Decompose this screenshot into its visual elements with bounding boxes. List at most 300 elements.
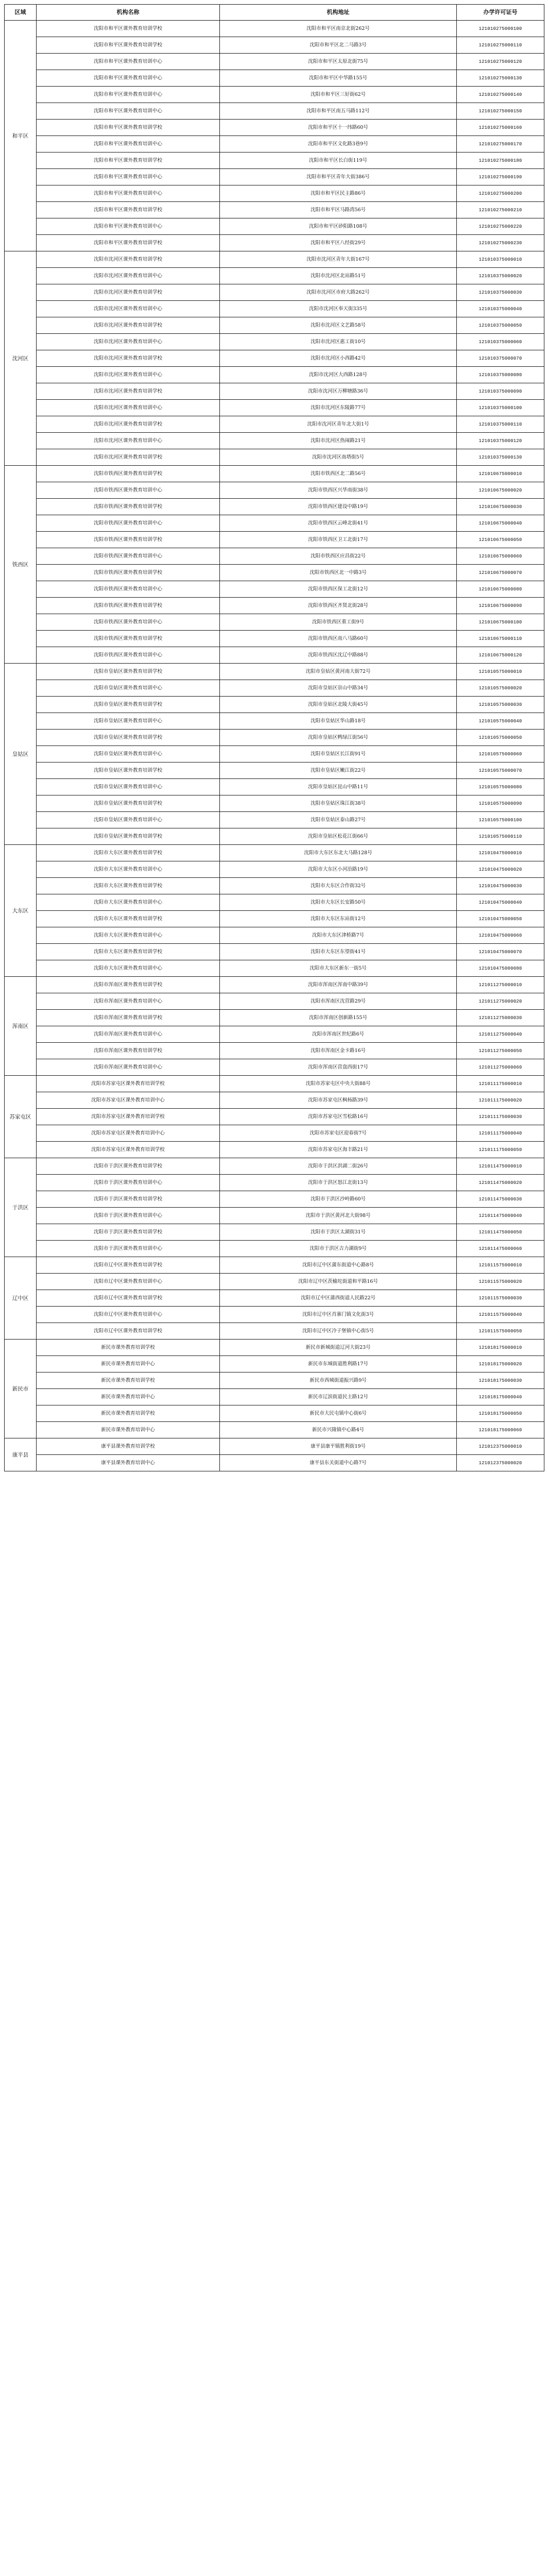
cell-institution-address: 沈阳市铁西区北二路56号 bbox=[220, 466, 457, 482]
cell-license-number: 121011175000010 bbox=[457, 1076, 544, 1092]
cell-institution-address: 沈阳市铁西区应昌街22号 bbox=[220, 548, 457, 565]
cell-institution-name: 沈阳市苏家屯区课外教育培训学校 bbox=[37, 1142, 220, 1158]
cell-institution-address: 沈阳市沈河区万柳塘路36号 bbox=[220, 383, 457, 400]
table-row bbox=[5, 1125, 544, 1142]
cell-institution-name: 沈阳市于洪区课外教育培训中心 bbox=[37, 1175, 220, 1191]
cell-institution-address: 沈阳市大东区津桥路7号 bbox=[220, 927, 457, 944]
table-row bbox=[5, 367, 544, 383]
cell-institution-address: 沈阳市铁西区保工北街12号 bbox=[220, 581, 457, 598]
table-row bbox=[5, 1224, 544, 1241]
table-row bbox=[5, 1257, 544, 1274]
table-row bbox=[5, 235, 544, 251]
cell-institution-address: 沈阳市苏家屯区枫杨路39号 bbox=[220, 1092, 457, 1109]
cell-institution-address: 沈阳市沈河区热闹路21号 bbox=[220, 433, 457, 449]
cell-license-number: 121010375000110 bbox=[457, 416, 544, 433]
table-row bbox=[5, 762, 544, 779]
cell-license-number: 121011275000060 bbox=[457, 1059, 544, 1076]
cell-license-number: 121010275000150 bbox=[457, 103, 544, 120]
cell-license-number: 121010375000090 bbox=[457, 383, 544, 400]
cell-license-number: 121010275000130 bbox=[457, 70, 544, 87]
cell-institution-name: 沈阳市皇姑区课外教育培训学校 bbox=[37, 795, 220, 812]
cell-institution-address: 沈阳市皇姑区鸭绿江街56号 bbox=[220, 730, 457, 746]
cell-license-number: 121010675000090 bbox=[457, 598, 544, 614]
table-row bbox=[5, 581, 544, 598]
cell-institution-name: 沈阳市浑南区课外教育培训学校 bbox=[37, 977, 220, 993]
cell-institution-address: 沈阳市和平区长白街119号 bbox=[220, 152, 457, 169]
cell-institution-name: 沈阳市铁西区课外教育培训学校 bbox=[37, 466, 220, 482]
cell-institution-address: 沈阳市皇姑区松花江街66号 bbox=[220, 828, 457, 845]
cell-institution-name: 沈阳市皇姑区课外教育培训中心 bbox=[37, 680, 220, 697]
table-row bbox=[5, 350, 544, 367]
table-row bbox=[5, 1109, 544, 1125]
cell-license-number: 121011175000020 bbox=[457, 1092, 544, 1109]
cell-institution-name: 新民市课外教育培训中心 bbox=[37, 1389, 220, 1405]
cell-institution-address: 沈阳市铁西区兴华南街38号 bbox=[220, 482, 457, 499]
table-row bbox=[5, 1389, 544, 1405]
cell-institution-address: 沈阳市和平区八经街29号 bbox=[220, 235, 457, 251]
table-row bbox=[5, 499, 544, 515]
cell-institution-name: 沈阳市于洪区课外教育培训学校 bbox=[37, 1191, 220, 1208]
table-row bbox=[5, 268, 544, 284]
cell-institution-name: 沈阳市浑南区课外教育培训学校 bbox=[37, 1010, 220, 1026]
cell-institution-name: 沈阳市铁西区课外教育培训学校 bbox=[37, 631, 220, 647]
cell-institution-address: 沈阳市和平区民主路86号 bbox=[220, 185, 457, 202]
cell-license-number: 121010575000080 bbox=[457, 779, 544, 795]
cell-license-number: 121010375000130 bbox=[457, 449, 544, 466]
cell-license-number: 121010675000070 bbox=[457, 565, 544, 581]
cell-license-number: 121010275000140 bbox=[457, 87, 544, 103]
cell-institution-address: 沈阳市辽中区茨榆坨街道和平路16号 bbox=[220, 1274, 457, 1290]
cell-institution-address: 沈阳市辽中区蒲东街道中心路8号 bbox=[220, 1257, 457, 1274]
cell-institution-address: 沈阳市铁西区沈辽中路88号 bbox=[220, 647, 457, 664]
cell-institution-address: 沈阳市沈河区惠工街10号 bbox=[220, 334, 457, 350]
cell-license-number: 121010475000050 bbox=[457, 911, 544, 927]
cell-institution-name: 沈阳市铁西区课外教育培训学校 bbox=[37, 532, 220, 548]
cell-institution-name: 沈阳市皇姑区课外教育培训学校 bbox=[37, 730, 220, 746]
cell-license-number: 121010575000040 bbox=[457, 713, 544, 730]
table-row bbox=[5, 1026, 544, 1043]
table-row bbox=[5, 482, 544, 499]
cell-institution-address: 沈阳市和平区南五马路112号 bbox=[220, 103, 457, 120]
cell-institution-address: 沈阳市浑南区营盘西街17号 bbox=[220, 1059, 457, 1076]
cell-institution-address: 沈阳市大东区合作街32号 bbox=[220, 878, 457, 894]
cell-license-number: 121010475000070 bbox=[457, 944, 544, 960]
cell-institution-name: 沈阳市沈河区课外教育培训中心 bbox=[37, 301, 220, 317]
cell-institution-address: 沈阳市皇姑区昆山中路11号 bbox=[220, 779, 457, 795]
table-row bbox=[5, 664, 544, 680]
cell-institution-address: 沈阳市沈河区青年大街167号 bbox=[220, 251, 457, 268]
cell-license-number: 121018175000060 bbox=[457, 1422, 544, 1438]
cell-license-number: 121010475000060 bbox=[457, 927, 544, 944]
cell-license-number: 121010575000060 bbox=[457, 746, 544, 762]
cell-license-number: 121010275000110 bbox=[457, 37, 544, 54]
cell-area: 辽中区 bbox=[5, 1257, 37, 1340]
cell-license-number: 121010575000020 bbox=[457, 680, 544, 697]
table-row bbox=[5, 466, 544, 482]
table-row bbox=[5, 449, 544, 466]
cell-institution-address: 新民市辽滨街道民主路12号 bbox=[220, 1389, 457, 1405]
table-row bbox=[5, 301, 544, 317]
cell-license-number: 121010475000030 bbox=[457, 878, 544, 894]
cell-institution-address: 沈阳市浑南区世纪路6号 bbox=[220, 1026, 457, 1043]
cell-institution-name: 沈阳市皇姑区课外教育培训学校 bbox=[37, 664, 220, 680]
table-row bbox=[5, 680, 544, 697]
cell-license-number: 121010675000100 bbox=[457, 614, 544, 631]
cell-institution-name: 沈阳市和平区课外教育培训中心 bbox=[37, 218, 220, 235]
table-row bbox=[5, 87, 544, 103]
table-row bbox=[5, 565, 544, 581]
cell-license-number: 121010275000170 bbox=[457, 136, 544, 152]
cell-institution-address: 沈阳市和平区南京北街262号 bbox=[220, 21, 457, 37]
table-row bbox=[5, 713, 544, 730]
cell-institution-address: 沈阳市沈河区南塔街5号 bbox=[220, 449, 457, 466]
cell-institution-name: 沈阳市和平区课外教育培训学校 bbox=[37, 120, 220, 136]
cell-area: 浑南区 bbox=[5, 977, 37, 1076]
cell-institution-name: 沈阳市和平区课外教育培训学校 bbox=[37, 202, 220, 218]
cell-institution-name: 沈阳市大东区课外教育培训中心 bbox=[37, 861, 220, 878]
cell-license-number: 121012375000010 bbox=[457, 1438, 544, 1455]
cell-institution-address: 沈阳市辽中区蒲西街道人民路22号 bbox=[220, 1290, 457, 1307]
cell-license-number: 121010675000110 bbox=[457, 631, 544, 647]
table-row bbox=[5, 730, 544, 746]
cell-institution-address: 沈阳市和平区十一纬路60号 bbox=[220, 120, 457, 136]
cell-institution-name: 沈阳市沈河区课外教育培训学校 bbox=[37, 416, 220, 433]
cell-license-number: 121010575000100 bbox=[457, 812, 544, 828]
table-row bbox=[5, 284, 544, 301]
cell-institution-name: 沈阳市和平区课外教育培训中心 bbox=[37, 70, 220, 87]
cell-institution-name: 沈阳市铁西区课外教育培训中心 bbox=[37, 581, 220, 598]
cell-institution-address: 沈阳市皇姑区黄河南大街72号 bbox=[220, 664, 457, 680]
cell-institution-name: 沈阳市铁西区课外教育培训中心 bbox=[37, 548, 220, 565]
table-header bbox=[5, 5, 544, 21]
table-row bbox=[5, 70, 544, 87]
header-row bbox=[5, 5, 544, 21]
cell-institution-name: 沈阳市和平区课外教育培训中心 bbox=[37, 136, 220, 152]
cell-area: 和平区 bbox=[5, 21, 37, 251]
cell-license-number: 121010275000210 bbox=[457, 202, 544, 218]
cell-institution-name: 沈阳市沈河区课外教育培训中心 bbox=[37, 367, 220, 383]
cell-license-number: 121010375000080 bbox=[457, 367, 544, 383]
cell-license-number: 121010375000060 bbox=[457, 334, 544, 350]
cell-license-number: 121010375000070 bbox=[457, 350, 544, 367]
cell-institution-address: 沈阳市皇姑区珠江街38号 bbox=[220, 795, 457, 812]
table-row bbox=[5, 21, 544, 37]
cell-institution-name: 沈阳市辽中区课外教育培训中心 bbox=[37, 1274, 220, 1290]
table-row bbox=[5, 1323, 544, 1340]
cell-license-number: 121010275000190 bbox=[457, 169, 544, 185]
cell-institution-name: 沈阳市大东区课外教育培训中心 bbox=[37, 894, 220, 911]
cell-institution-address: 沈阳市浑南区金卡路16号 bbox=[220, 1043, 457, 1059]
table-row bbox=[5, 1274, 544, 1290]
table-row bbox=[5, 1438, 544, 1455]
cell-institution-name: 沈阳市铁西区课外教育培训中心 bbox=[37, 515, 220, 532]
cell-institution-address: 沈阳市皇姑区泰山路27号 bbox=[220, 812, 457, 828]
cell-institution-address: 沈阳市和平区青年大街386号 bbox=[220, 169, 457, 185]
cell-institution-address: 沈阳市沈河区东陵路77号 bbox=[220, 400, 457, 416]
cell-institution-address: 沈阳市浑南区创新路155号 bbox=[220, 1010, 457, 1026]
cell-license-number: 121010475000010 bbox=[457, 845, 544, 861]
cell-institution-address: 沈阳市和平区太原北街75号 bbox=[220, 54, 457, 70]
table-row bbox=[5, 1405, 544, 1422]
table-row bbox=[5, 1092, 544, 1109]
cell-area: 皇姑区 bbox=[5, 664, 37, 845]
cell-license-number: 121010575000070 bbox=[457, 762, 544, 779]
table-row bbox=[5, 218, 544, 235]
table-row bbox=[5, 1372, 544, 1389]
cell-license-number: 121010375000020 bbox=[457, 268, 544, 284]
table-row bbox=[5, 1455, 544, 1471]
cell-license-number: 121010575000050 bbox=[457, 730, 544, 746]
cell-institution-name: 沈阳市大东区课外教育培训学校 bbox=[37, 944, 220, 960]
cell-institution-address: 康平县康平镇胜利街19号 bbox=[220, 1438, 457, 1455]
cell-institution-address: 沈阳市皇姑区北陵大街45号 bbox=[220, 697, 457, 713]
table-row bbox=[5, 1010, 544, 1026]
cell-license-number: 121010375000030 bbox=[457, 284, 544, 301]
cell-license-number: 121010275000100 bbox=[457, 21, 544, 37]
table-row bbox=[5, 515, 544, 532]
cell-institution-address: 沈阳市沈河区青年北大街1号 bbox=[220, 416, 457, 433]
cell-institution-name: 沈阳市铁西区课外教育培训中心 bbox=[37, 614, 220, 631]
cell-license-number: 121010675000060 bbox=[457, 548, 544, 565]
cell-license-number: 121018175000040 bbox=[457, 1389, 544, 1405]
cell-institution-name: 新民市课外教育培训学校 bbox=[37, 1340, 220, 1356]
cell-institution-address: 沈阳市辽中区肖寨门镇文化街3号 bbox=[220, 1307, 457, 1323]
cell-license-number: 121011275000050 bbox=[457, 1043, 544, 1059]
cell-area: 沈河区 bbox=[5, 251, 37, 466]
cell-institution-name: 沈阳市皇姑区课外教育培训学校 bbox=[37, 828, 220, 845]
table-row bbox=[5, 1191, 544, 1208]
cell-institution-name: 沈阳市苏家屯区课外教育培训学校 bbox=[37, 1109, 220, 1125]
cell-license-number: 121011475000010 bbox=[457, 1158, 544, 1175]
cell-license-number: 121010375000120 bbox=[457, 433, 544, 449]
cell-license-number: 121011575000010 bbox=[457, 1257, 544, 1274]
cell-area: 铁西区 bbox=[5, 466, 37, 664]
table-row bbox=[5, 911, 544, 927]
header-institution-address: 机构地址 bbox=[220, 5, 457, 21]
header-institution-name: 机构名称 bbox=[37, 5, 220, 21]
cell-institution-name: 沈阳市和平区课外教育培训中心 bbox=[37, 169, 220, 185]
cell-institution-name: 沈阳市皇姑区课外教育培训中心 bbox=[37, 779, 220, 795]
table-row bbox=[5, 548, 544, 565]
cell-institution-name: 沈阳市苏家屯区课外教育培训中心 bbox=[37, 1092, 220, 1109]
cell-institution-name: 沈阳市和平区课外教育培训中心 bbox=[37, 54, 220, 70]
cell-institution-name: 沈阳市铁西区课外教育培训学校 bbox=[37, 598, 220, 614]
table-row bbox=[5, 647, 544, 664]
cell-institution-address: 沈阳市大东区新东一街5号 bbox=[220, 960, 457, 977]
cell-institution-name: 沈阳市铁西区课外教育培训学校 bbox=[37, 565, 220, 581]
table-row bbox=[5, 416, 544, 433]
table-row bbox=[5, 37, 544, 54]
table-row bbox=[5, 861, 544, 878]
cell-institution-name: 沈阳市辽中区课外教育培训学校 bbox=[37, 1290, 220, 1307]
header-area: 区域 bbox=[5, 5, 37, 21]
cell-institution-address: 沈阳市浑南区沈营路29号 bbox=[220, 993, 457, 1010]
institution-table bbox=[4, 4, 544, 1471]
cell-institution-name: 沈阳市沈河区课外教育培训学校 bbox=[37, 284, 220, 301]
cell-institution-name: 沈阳市和平区课外教育培训中心 bbox=[37, 103, 220, 120]
cell-institution-address: 沈阳市铁西区齐贤北街28号 bbox=[220, 598, 457, 614]
cell-institution-name: 沈阳市铁西区课外教育培训中心 bbox=[37, 482, 220, 499]
table-row bbox=[5, 1043, 544, 1059]
cell-license-number: 121010375000100 bbox=[457, 400, 544, 416]
cell-institution-address: 新民市兴隆镇中心路4号 bbox=[220, 1422, 457, 1438]
cell-license-number: 121011175000030 bbox=[457, 1109, 544, 1125]
cell-institution-address: 沈阳市铁西区建设中路19号 bbox=[220, 499, 457, 515]
cell-institution-address: 沈阳市和平区中华路155号 bbox=[220, 70, 457, 87]
table-row bbox=[5, 1142, 544, 1158]
cell-institution-name: 沈阳市于洪区课外教育培训学校 bbox=[37, 1158, 220, 1175]
cell-institution-address: 沈阳市于洪区吉力湖街9号 bbox=[220, 1241, 457, 1257]
cell-institution-address: 沈阳市苏家屯区海丰路21号 bbox=[220, 1142, 457, 1158]
cell-license-number: 121018175000030 bbox=[457, 1372, 544, 1389]
cell-institution-name: 沈阳市浑南区课外教育培训中心 bbox=[37, 993, 220, 1010]
cell-institution-address: 沈阳市沈河区市府大路262号 bbox=[220, 284, 457, 301]
cell-license-number: 121010675000050 bbox=[457, 532, 544, 548]
table-row bbox=[5, 746, 544, 762]
cell-license-number: 121011275000020 bbox=[457, 993, 544, 1010]
cell-institution-address: 新民市新城街道辽河大街23号 bbox=[220, 1340, 457, 1356]
table-row bbox=[5, 812, 544, 828]
cell-institution-address: 沈阳市于洪区洪湖二街26号 bbox=[220, 1158, 457, 1175]
cell-license-number: 121010375000010 bbox=[457, 251, 544, 268]
table-row bbox=[5, 532, 544, 548]
cell-license-number: 121010675000010 bbox=[457, 466, 544, 482]
table-row bbox=[5, 1241, 544, 1257]
cell-license-number: 121010675000120 bbox=[457, 647, 544, 664]
table-row bbox=[5, 927, 544, 944]
table-row bbox=[5, 317, 544, 334]
table-body bbox=[5, 21, 544, 1471]
cell-institution-name: 新民市课外教育培训中心 bbox=[37, 1356, 220, 1372]
cell-institution-address: 沈阳市皇姑区崇山中路34号 bbox=[220, 680, 457, 697]
cell-institution-name: 沈阳市辽中区课外教育培训学校 bbox=[37, 1323, 220, 1340]
cell-institution-address: 沈阳市皇姑区嫩江街22号 bbox=[220, 762, 457, 779]
cell-institution-name: 沈阳市大东区课外教育培训学校 bbox=[37, 845, 220, 861]
cell-institution-name: 沈阳市沈河区课外教育培训中心 bbox=[37, 334, 220, 350]
table-row bbox=[5, 828, 544, 845]
cell-institution-address: 沈阳市皇姑区长江街91号 bbox=[220, 746, 457, 762]
cell-institution-name: 沈阳市沈河区课外教育培训学校 bbox=[37, 317, 220, 334]
cell-institution-name: 沈阳市沈河区课外教育培训学校 bbox=[37, 449, 220, 466]
cell-area: 康平县 bbox=[5, 1438, 37, 1471]
cell-institution-address: 沈阳市苏家屯区迎春街7号 bbox=[220, 1125, 457, 1142]
cell-license-number: 121012375000020 bbox=[457, 1455, 544, 1471]
table-row bbox=[5, 894, 544, 911]
cell-institution-address: 沈阳市和平区砂阳路108号 bbox=[220, 218, 457, 235]
cell-institution-name: 沈阳市于洪区课外教育培训中心 bbox=[37, 1208, 220, 1224]
cell-institution-address: 沈阳市沈河区文艺路58号 bbox=[220, 317, 457, 334]
cell-institution-name: 沈阳市和平区课外教育培训学校 bbox=[37, 37, 220, 54]
cell-area: 新民市 bbox=[5, 1340, 37, 1438]
cell-institution-name: 沈阳市皇姑区课外教育培训中心 bbox=[37, 746, 220, 762]
table-row bbox=[5, 1158, 544, 1175]
table-row bbox=[5, 1059, 544, 1076]
cell-institution-address: 沈阳市于洪区黄河北大街98号 bbox=[220, 1208, 457, 1224]
table-row bbox=[5, 1422, 544, 1438]
cell-license-number: 121011175000040 bbox=[457, 1125, 544, 1142]
cell-license-number: 121018175000010 bbox=[457, 1340, 544, 1356]
cell-institution-address: 沈阳市铁西区北一中路3号 bbox=[220, 565, 457, 581]
cell-institution-address: 沈阳市于洪区沙岭路60号 bbox=[220, 1191, 457, 1208]
table-row bbox=[5, 1356, 544, 1372]
table-row bbox=[5, 103, 544, 120]
cell-license-number: 121011475000020 bbox=[457, 1175, 544, 1191]
cell-institution-name: 沈阳市沈河区课外教育培训学校 bbox=[37, 350, 220, 367]
cell-license-number: 121010675000020 bbox=[457, 482, 544, 499]
cell-institution-name: 沈阳市沈河区课外教育培训学校 bbox=[37, 383, 220, 400]
cell-institution-name: 沈阳市和平区课外教育培训学校 bbox=[37, 21, 220, 37]
cell-license-number: 121011575000030 bbox=[457, 1290, 544, 1307]
cell-license-number: 121010675000030 bbox=[457, 499, 544, 515]
cell-institution-name: 沈阳市大东区课外教育培训学校 bbox=[37, 911, 220, 927]
table-row bbox=[5, 1307, 544, 1323]
table-row bbox=[5, 1208, 544, 1224]
cell-institution-address: 沈阳市于洪区怒江北街13号 bbox=[220, 1175, 457, 1191]
cell-institution-address: 沈阳市于洪区太湖街31号 bbox=[220, 1224, 457, 1241]
table-row bbox=[5, 251, 544, 268]
cell-institution-name: 新民市课外教育培训学校 bbox=[37, 1372, 220, 1389]
table-row bbox=[5, 202, 544, 218]
cell-institution-address: 沈阳市大东区长安路50号 bbox=[220, 894, 457, 911]
table-row bbox=[5, 944, 544, 960]
table-row bbox=[5, 614, 544, 631]
cell-license-number: 121018175000050 bbox=[457, 1405, 544, 1422]
cell-license-number: 121011275000030 bbox=[457, 1010, 544, 1026]
table-row bbox=[5, 185, 544, 202]
cell-area: 苏家屯区 bbox=[5, 1076, 37, 1158]
cell-institution-name: 沈阳市和平区课外教育培训中心 bbox=[37, 185, 220, 202]
table-row bbox=[5, 54, 544, 70]
table-row bbox=[5, 960, 544, 977]
cell-institution-name: 沈阳市铁西区课外教育培训中心 bbox=[37, 647, 220, 664]
cell-institution-address: 沈阳市铁西区云峰北街41号 bbox=[220, 515, 457, 532]
table-row bbox=[5, 795, 544, 812]
cell-institution-address: 沈阳市大东区小河沿路19号 bbox=[220, 861, 457, 878]
cell-license-number: 121010275000180 bbox=[457, 152, 544, 169]
table-row bbox=[5, 152, 544, 169]
table-row bbox=[5, 993, 544, 1010]
cell-institution-name: 沈阳市浑南区课外教育培训学校 bbox=[37, 1043, 220, 1059]
cell-license-number: 121010275000120 bbox=[457, 54, 544, 70]
header-license-number: 办学许可证号 bbox=[457, 5, 544, 21]
cell-institution-address: 沈阳市沈河区奉天街335号 bbox=[220, 301, 457, 317]
cell-license-number: 121010475000080 bbox=[457, 960, 544, 977]
cell-license-number: 121010275000220 bbox=[457, 218, 544, 235]
cell-area: 大东区 bbox=[5, 845, 37, 977]
cell-institution-name: 沈阳市和平区课外教育培训学校 bbox=[37, 152, 220, 169]
table-row bbox=[5, 1076, 544, 1092]
cell-institution-address: 沈阳市和平区马路湾56号 bbox=[220, 202, 457, 218]
cell-institution-address: 沈阳市沈河区北站路51号 bbox=[220, 268, 457, 284]
cell-institution-name: 新民市课外教育培训学校 bbox=[37, 1405, 220, 1422]
cell-institution-address: 沈阳市辽中区冷子堡镇中心街5号 bbox=[220, 1323, 457, 1340]
table-row bbox=[5, 400, 544, 416]
cell-institution-name: 康平县课外教育培训中心 bbox=[37, 1455, 220, 1471]
table-row bbox=[5, 977, 544, 993]
cell-institution-address: 沈阳市大东区东望街41号 bbox=[220, 944, 457, 960]
cell-institution-address: 沈阳市铁西区重工街9号 bbox=[220, 614, 457, 631]
table-row bbox=[5, 120, 544, 136]
table-row bbox=[5, 1340, 544, 1356]
cell-institution-name: 沈阳市浑南区课外教育培训中心 bbox=[37, 1026, 220, 1043]
cell-area: 于洪区 bbox=[5, 1158, 37, 1257]
cell-license-number: 121010275000230 bbox=[457, 235, 544, 251]
table-row bbox=[5, 845, 544, 861]
cell-institution-address: 沈阳市大东区东北大马路128号 bbox=[220, 845, 457, 861]
cell-institution-address: 沈阳市铁西区南八马路60号 bbox=[220, 631, 457, 647]
cell-license-number: 121010575000090 bbox=[457, 795, 544, 812]
cell-institution-name: 沈阳市辽中区课外教育培训学校 bbox=[37, 1257, 220, 1274]
